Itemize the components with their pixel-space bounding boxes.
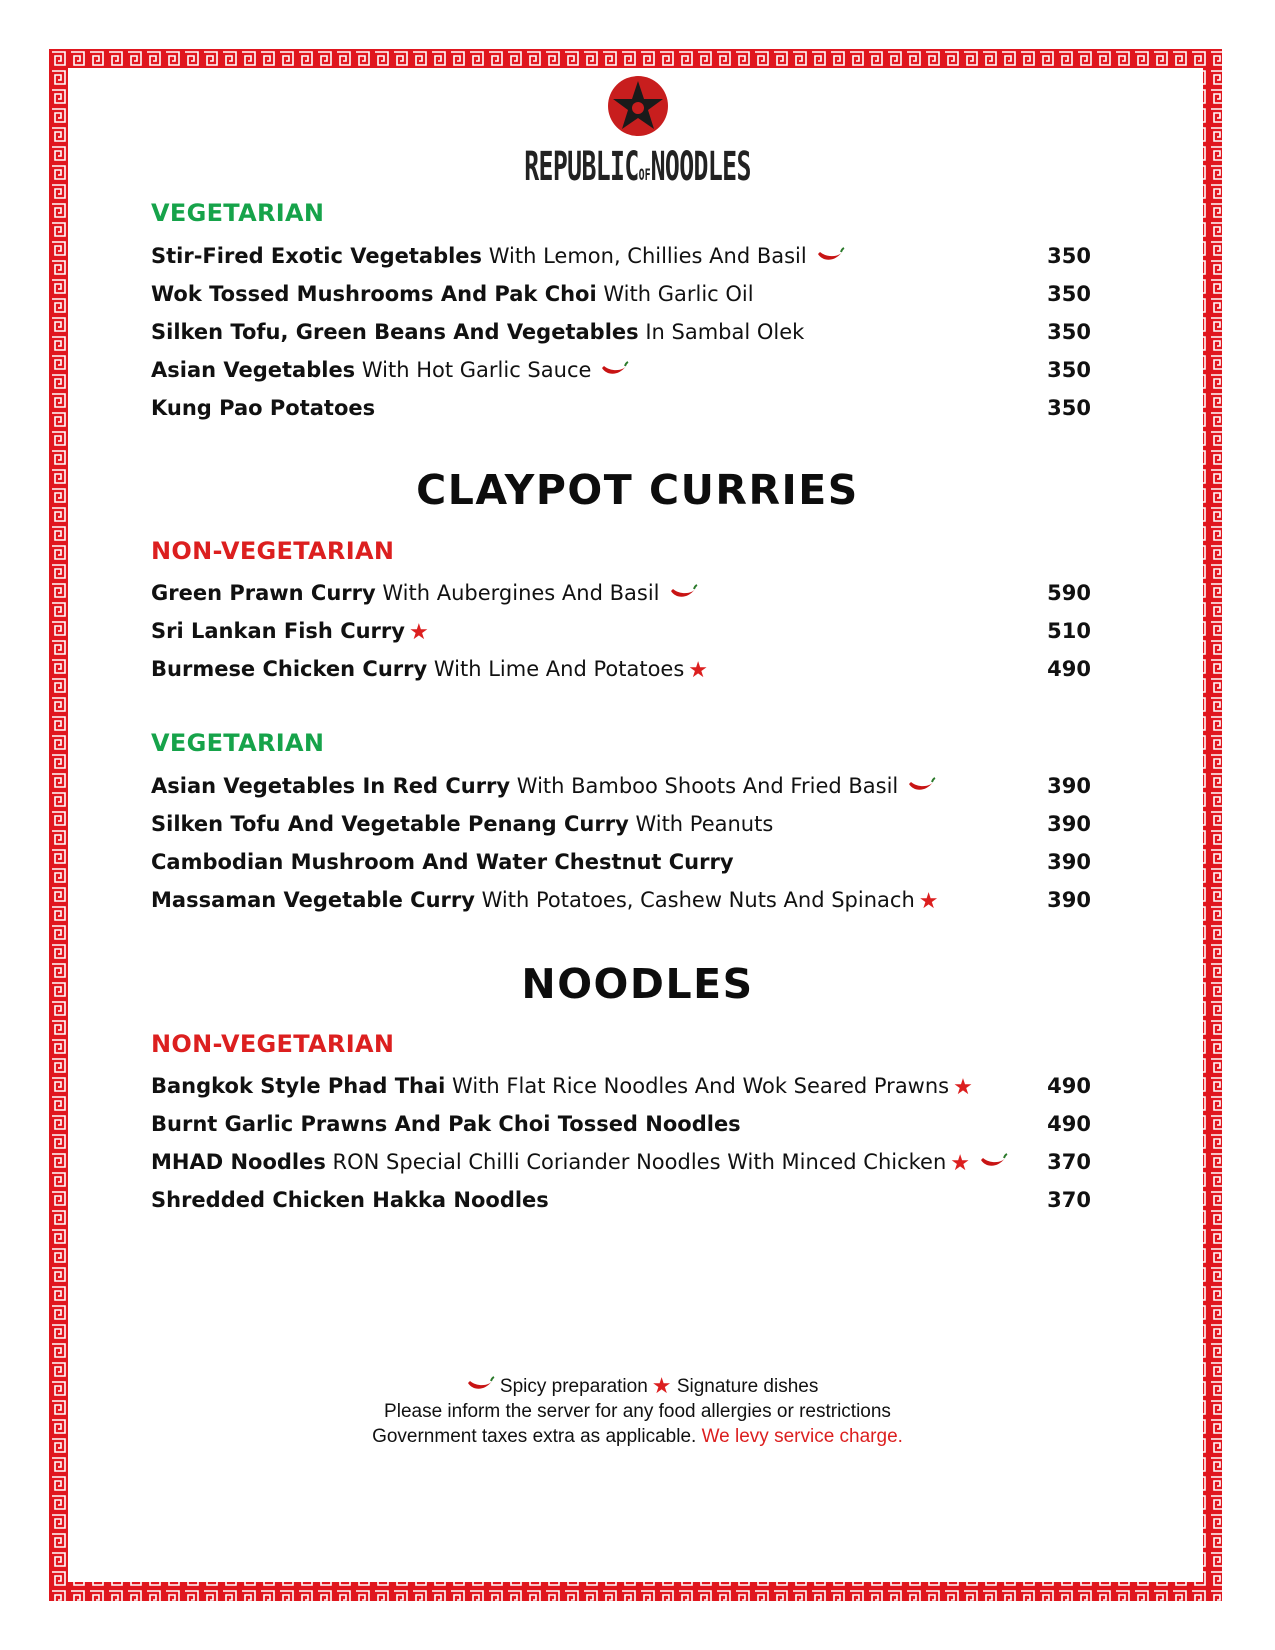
menu-item-name: Massaman Vegetable Curry	[151, 888, 475, 912]
menu-item	[151, 392, 1091, 424]
menu-item-name: Silken Tofu And Vegetable Penang Curry	[151, 812, 629, 836]
menu-item	[151, 846, 1091, 878]
chili-icon	[668, 583, 698, 603]
menu-item-name: Burnt Garlic Prawns And Pak Choi Tossed Noodles	[151, 1112, 741, 1136]
menu-item-price: 390	[1047, 812, 1091, 836]
menu-item-description: With Potatoes, Cashew Nuts And Spinach	[474, 888, 915, 912]
chili-icon	[815, 246, 845, 266]
star-icon: ★	[918, 889, 939, 914]
menu-item	[151, 1070, 1091, 1102]
menu-item-price: 390	[1047, 850, 1091, 874]
menu-item	[151, 278, 1091, 310]
menu-item-description: With Lime And Potatoes	[427, 657, 685, 681]
menu-item-price: 490	[1047, 1074, 1091, 1098]
menu-item-price: 350	[1047, 358, 1091, 382]
menu-item-description: With Peanuts	[628, 812, 774, 836]
menu-item-price: 590	[1047, 581, 1091, 605]
menu-item-description: In Sambal Olek	[638, 320, 805, 344]
menu-item-price: 490	[1047, 657, 1091, 681]
menu-item-description: With Hot Garlic Sauce	[355, 358, 592, 382]
menu-item-price: 350	[1047, 396, 1091, 420]
chili-icon	[906, 776, 936, 796]
menu-item-name: Burmese Chicken Curry	[151, 657, 428, 681]
menu-item-description: With Flat Rice Noodles And Wok Seared Prawns	[445, 1074, 950, 1098]
star-icon: ★	[688, 658, 709, 683]
menu-item	[151, 1108, 1091, 1140]
menu-item	[151, 1184, 1091, 1216]
menu-item-name: Asian Vegetables In Red Curry	[151, 774, 511, 798]
brand-logo	[0, 75, 1275, 197]
menu-item	[151, 240, 1091, 272]
star-icon: ★	[950, 1151, 971, 1176]
footer	[0, 1373, 1275, 1449]
menu-item-price: 370	[1047, 1150, 1091, 1174]
legend-spicy-label: Spicy preparation	[499, 1376, 648, 1397]
menu-item-description: RON Special Chilli Coriander Noodles With Minced Chicken	[325, 1150, 947, 1174]
subhead-vegetarian: VEGETARIAN	[151, 199, 325, 227]
menu-item-name: Cambodian Mushroom And Water Chestnut Curry	[151, 850, 734, 874]
star-icon: ★	[408, 620, 429, 645]
menu-item	[151, 615, 1091, 647]
menu-item-name: Shredded Chicken Hakka Noodles	[151, 1188, 549, 1212]
tax-note: Government taxes extra as applicable.	[372, 1426, 697, 1447]
menu-item-description: With Bamboo Shoots And Fried Basil	[510, 774, 899, 798]
menu-item-price: 350	[1047, 282, 1091, 306]
service-charge-note: We levy service charge.	[701, 1426, 903, 1447]
menu-item	[151, 770, 1091, 802]
menu-item	[151, 577, 1091, 609]
subhead-vegetarian: VEGETARIAN	[151, 729, 325, 757]
menu-item	[151, 316, 1091, 348]
allergy-note: Please inform the server for any food allergies or restrictions	[384, 1401, 891, 1422]
menu-item-description: With Aubergines And Basil	[375, 581, 660, 605]
menu-item-description: With Lemon, Chillies And Basil	[482, 244, 807, 268]
menu-item-name: Silken Tofu, Green Beans And Vegetables	[151, 320, 639, 344]
subhead-non-vegetarian: NON-VEGETARIAN	[151, 1030, 395, 1058]
menu-item	[151, 808, 1091, 840]
chili-icon	[599, 360, 629, 380]
menu-item-price: 390	[1047, 774, 1091, 798]
menu-item-description: With Garlic Oil	[596, 282, 754, 306]
menu-item	[151, 354, 1091, 386]
menu-item-price: 350	[1047, 320, 1091, 344]
menu-item-name: Stir-Fired Exotic Vegetables	[151, 244, 483, 268]
menu-item-price: 510	[1047, 619, 1091, 643]
chili-icon	[978, 1152, 1008, 1172]
tax-note-line	[0, 1424, 1275, 1449]
menu-item	[151, 1146, 1091, 1178]
menu-item-price: 390	[1047, 888, 1091, 912]
menu-item-price: 370	[1047, 1188, 1091, 1212]
menu-item-name: Bangkok Style Phad Thai	[151, 1074, 446, 1098]
star-icon: ★	[651, 1373, 672, 1398]
legend-signature-label: Signature dishes	[676, 1376, 819, 1397]
menu-item-price: 350	[1047, 244, 1091, 268]
menu-item-price: 490	[1047, 1112, 1091, 1136]
menu-item-name: MHAD Noodles	[151, 1150, 326, 1174]
menu-item-name: Asian Vegetables	[151, 358, 356, 382]
menu-item-name: Wok Tossed Mushrooms And Pak Choi	[151, 282, 597, 306]
chili-icon	[465, 1375, 495, 1395]
star-icon: ★	[953, 1075, 973, 1100]
menu-item	[151, 884, 1091, 916]
section-title-noodles: NOODLES	[521, 960, 754, 1008]
subhead-non-vegetarian: NON-VEGETARIAN	[151, 537, 395, 565]
legend	[0, 1373, 1275, 1399]
star-seal-icon	[607, 75, 669, 141]
section-title-claypot-curries: CLAYPOT CURRIES	[416, 466, 859, 514]
menu-item-name: Kung Pao Potatoes	[151, 396, 376, 420]
menu-item-name: Sri Lankan Fish Curry	[151, 619, 405, 643]
menu-item	[151, 653, 1091, 685]
brand-wordmark: REPUBLICOFNOODLES	[524, 144, 751, 190]
menu-item-name: Green Prawn Curry	[151, 581, 376, 605]
